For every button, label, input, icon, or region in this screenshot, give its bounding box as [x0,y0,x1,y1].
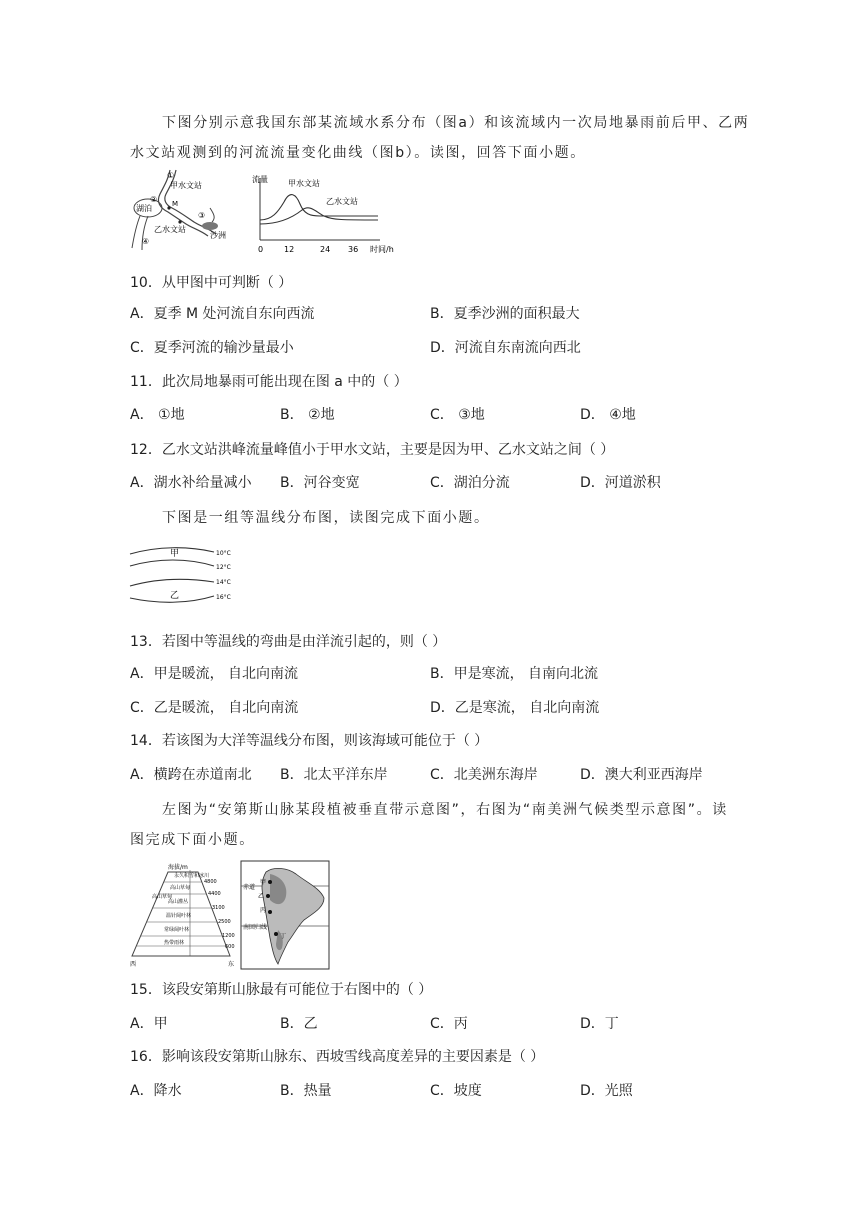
andes-elev-2500: 2500 [218,919,231,925]
q14-stem: 14．若该图为大洋等温线分布图，则该海域可能位于（ ） [130,733,489,749]
q14-option-b[interactable]: B．北太平洋东岸 [280,767,388,783]
q16-option-a[interactable]: A．降水 [130,1083,182,1099]
isotherm-temp-10: 10°C [216,550,231,557]
flow-tick-0: 0 [258,245,264,254]
isotherm-diagram [128,544,240,606]
andes-elev-1200: 1200 [222,933,235,939]
intro-1-line-1: 下图分别示意我国东部某流域水系分布（图a）和该流域内一次局地暴雨前后甲、乙两 [162,115,750,131]
q15-option-c[interactable]: C．丙 [430,1016,468,1032]
flow-series-jia: 甲水文站 [288,179,320,188]
q11-stem: 11．此次局地暴雨可能出现在图 a 中的（ ） [130,374,408,390]
intro-3-line-1: 左图为“安第斯山脉某段植被垂直带示意图”，右图为“南美洲气候类型示意图”。读 [162,802,728,818]
isotherm-temp-12: 12°C [216,564,231,571]
sa-map-yi: 乙 [258,893,265,900]
q16-stem: 16．影响该段安第斯山脉东、西坡雪线高度差异的主要因素是（ ） [130,1049,545,1065]
isotherm-label-jia: 甲 [170,549,180,559]
flow-tick-24: 24 [320,245,331,254]
q10-option-a[interactable]: A．夏季 M 处河流自东向西流 [130,306,315,322]
q10-option-b[interactable]: B．夏季沙洲的面积最大 [430,306,580,322]
map-label-yi-station: 乙水文站 [154,225,186,234]
map-label-2: ② [150,195,158,204]
andes-vegetation-zones [128,860,236,970]
andes-zone-snow: 永久积雪和冰川 [174,873,210,879]
map-label-jia-station: 甲水文站 [170,181,202,190]
q10-option-c[interactable]: C．夏季河流的输沙量最小 [130,340,294,356]
q15-stem: 15．该段安第斯山脉最有可能位于右图中的（ ） [130,982,433,998]
q13-option-d[interactable]: D．乙是寒流， 自北向南流 [430,700,600,716]
sa-map-equator: 赤道 [243,884,256,891]
andes-axis-title: 海拔/m [168,864,188,871]
andes-zone-rainforest: 热带雨林 [164,940,185,946]
sa-map-bing: 丙 [260,907,267,914]
sa-map-jia: 甲 [260,879,267,886]
q12-stem: 12．乙水文站洪峰流量峰值小于甲水文站，主要是因为甲、乙水文站之间（ ） [130,442,615,458]
andes-zone-mixed: 温针阔叶林 [166,913,192,919]
map-label-lake: 湖泊 [136,204,152,213]
flow-axis-ylabel: 流量 [252,175,268,184]
flow-line-jia [260,195,378,220]
andes-elev-4800: 4800 [204,879,217,885]
isotherm-label-yi: 乙 [170,591,180,601]
south-america-climate-map [240,860,330,970]
q15-option-a[interactable]: A．甲 [130,1016,168,1032]
q16-option-b[interactable]: B．热量 [280,1083,332,1099]
q11-option-b[interactable]: B． ②地 [280,407,335,423]
andes-zone-top-label: 高山草甸 [152,894,173,900]
q12-option-c[interactable]: C．湖泊分流 [430,475,510,491]
andes-zone-meadow: 高山草甸 [170,885,191,891]
sa-map-tropic: 南回归线 [243,924,268,931]
q14-option-d[interactable]: D．澳大利亚西海岸 [580,767,703,783]
sa-map-ding: 丁 [280,933,287,940]
map-label-1: ① [167,171,175,180]
q14-option-a[interactable]: A．横跨在赤道南北 [130,767,252,783]
intro-1-line-2: 水文站观测到的河流流量变化曲线（图b）。读图，回答下面小题。 [130,145,586,161]
q12-option-b[interactable]: B．河谷变宽 [280,475,360,491]
intro-3-line-2: 图完成下面小题。 [130,832,255,848]
q15-option-d[interactable]: D．丁 [580,1016,619,1032]
q11-option-a[interactable]: A． ①地 [130,407,185,423]
q11-option-d[interactable]: D． ④地 [580,407,636,423]
map-label-m: M [172,200,179,208]
map-label-4: ④ [142,237,150,246]
q11-option-c[interactable]: C． ③地 [430,407,485,423]
andes-elev-3100: 3100 [212,905,225,911]
intro-2: 下图是一组等温线分布图，读图完成下面小题。 [162,510,490,526]
flow-tick-12: 12 [284,245,295,254]
isotherm-temp-14: 14°C [216,579,231,586]
flow-tick-36: 36 [348,245,359,254]
andes-elev-600: 600 [225,944,235,950]
q12-option-a[interactable]: A．湖水补给量减小 [130,475,252,491]
q14-option-c[interactable]: C．北美洲东海岸 [430,767,538,783]
q10-stem: 10．从甲图中可判断（ ） [130,275,293,291]
q13-stem: 13．若图中等温线的弯曲是由洋流引起的，则（ ） [130,634,447,650]
andes-west: 西 [130,961,137,968]
q16-option-c[interactable]: C．坡度 [430,1083,482,1099]
q13-option-a[interactable]: A．甲是暖流， 自北向南流 [130,666,299,682]
q16-option-d[interactable]: D．光照 [580,1083,633,1099]
map-label-sandbar: 沙洲 [210,231,226,240]
q13-option-b[interactable]: B．甲是寒流， 自南向北流 [430,666,599,682]
andes-elev-4400: 4400 [208,891,221,897]
isotherm-temp-16: 16°C [216,594,231,601]
river-basin-map [130,168,240,258]
q12-option-d[interactable]: D．河道淤积 [580,475,661,491]
q13-option-c[interactable]: C．乙是暖流， 自北向南流 [130,700,299,716]
andes-zone-evergreen: 常绿阔叶林 [164,927,190,933]
andes-zone-shrub: 高山灌丛 [168,899,189,905]
q10-option-d[interactable]: D．河流自东南流向西北 [430,340,581,356]
map-label-3: ③ [198,211,206,220]
flow-axis-xlabel: 时间/h [370,245,394,254]
flow-series-yi: 乙水文站 [326,197,358,206]
q15-option-b[interactable]: B．乙 [280,1016,318,1032]
andes-east: 东 [228,961,235,968]
flow-curve-chart [248,172,408,254]
